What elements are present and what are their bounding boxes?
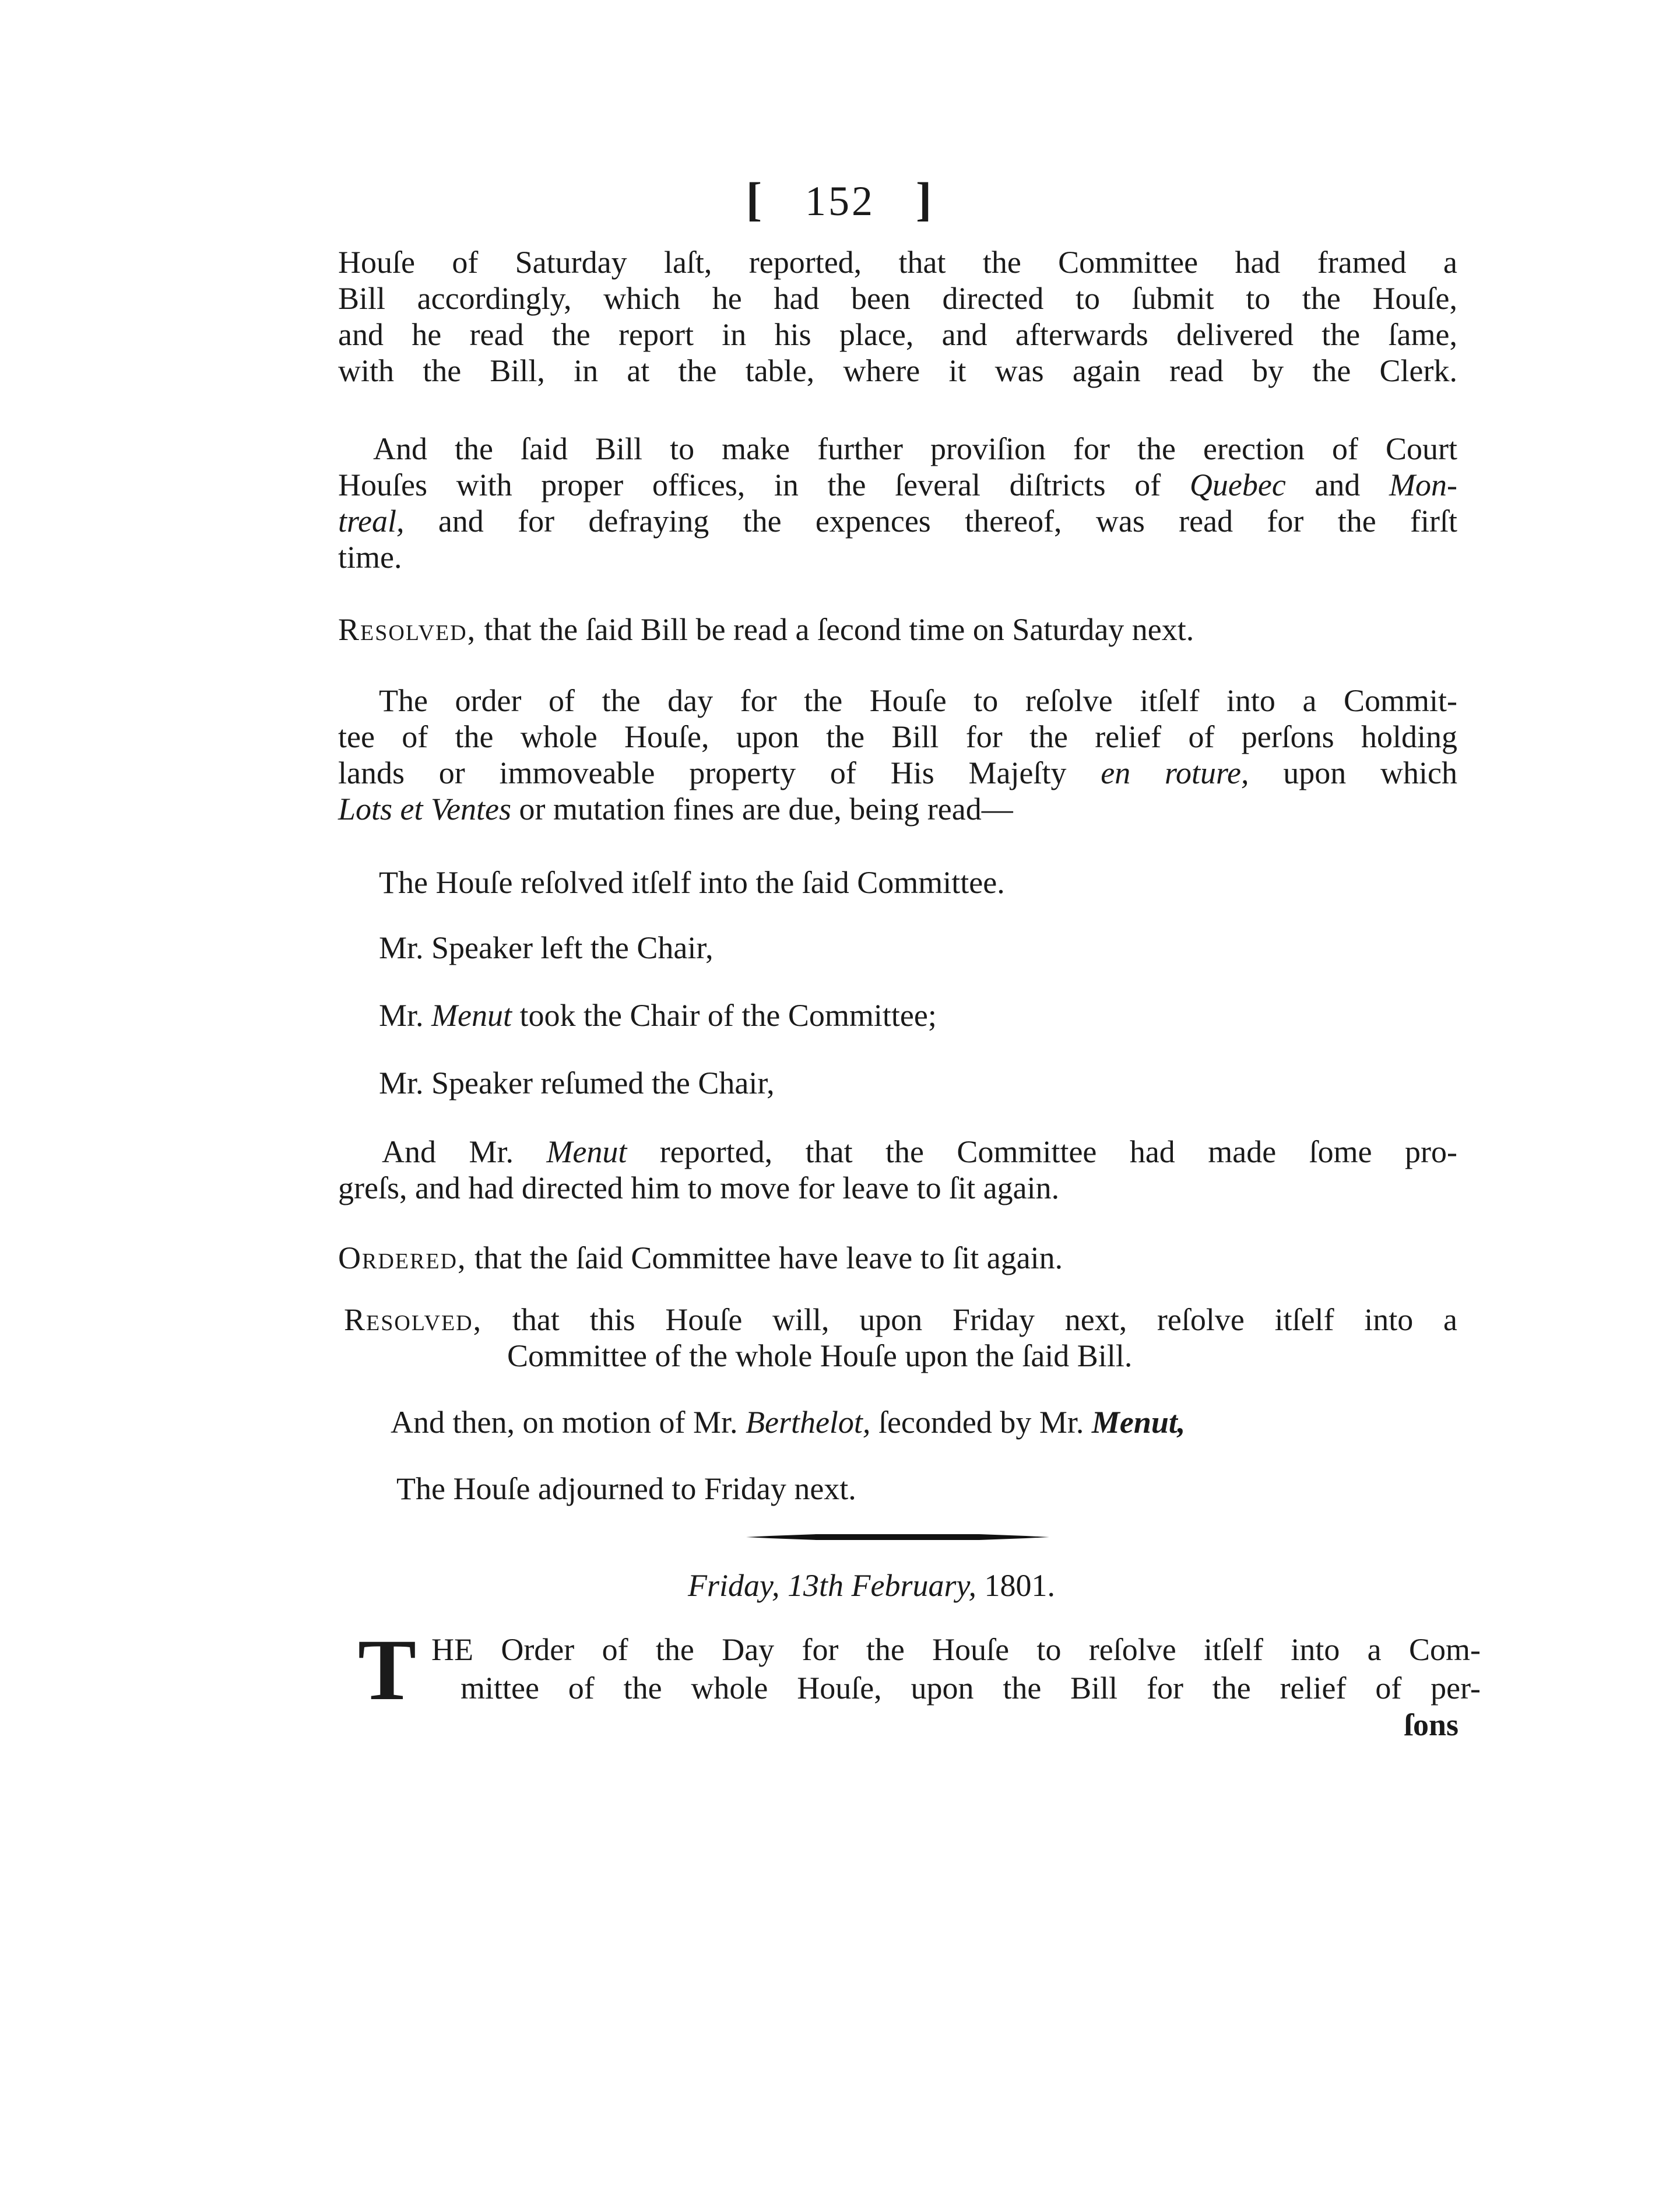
name-menut-2: Menut <box>546 1134 627 1169</box>
term-en-roture: en roture, <box>1101 755 1249 790</box>
para3-line1: The order of the day for the Houſe to reſolve itſelf into a Commit- <box>379 683 1457 718</box>
resolved2-line1 <box>344 1302 1457 1337</box>
page-number: 152 <box>805 178 875 224</box>
para2-line3-text: and for defraying the expences thereof, was read for the firſt <box>404 504 1457 539</box>
bracket-open: [ <box>746 173 764 226</box>
adjourn-line1-mid: ſeconded by Mr. <box>870 1405 1092 1440</box>
resolved2-label: Resolved, <box>344 1302 483 1337</box>
adjourn-line1 <box>391 1405 1185 1440</box>
resolved2-line2: Committee of the whole Houſe upon the ſaid Bill. <box>507 1338 1133 1373</box>
name-berthelot: Berthelot, <box>745 1405 871 1440</box>
para1-line1: Houſe of Saturday laſt, reported, that the Committee had framed a <box>338 245 1457 280</box>
committee-line1: The Houſe reſolved itſelf into the ſaid Committee. <box>379 865 1005 900</box>
committee-line3-text: took the Chair of the Committee; <box>511 998 937 1033</box>
ordered-label: Ordered, <box>338 1240 467 1275</box>
resolved1-line <box>338 612 1194 647</box>
term-lots-et-ventes: Lots et Ventes <box>338 792 511 827</box>
date-year: 1801. <box>976 1568 1055 1603</box>
resolved2-text1: that this Houſe will, upon Friday next, reſolve itſelf into a <box>482 1302 1457 1337</box>
para3-line4 <box>338 792 1013 827</box>
page-header <box>0 172 1680 227</box>
catchword: ſons <box>1404 1707 1458 1742</box>
adjourn-line1-start: And then, on motion of Mr. <box>391 1405 746 1440</box>
para2-line4: time. <box>338 540 402 575</box>
para3-line2: tee of the whole Houſe, upon the Bill for the relief of perſons holding <box>338 719 1457 754</box>
para2-line2 <box>338 467 1457 502</box>
committee-line2: Mr. Speaker left the Chair, <box>379 930 714 965</box>
para4-line1-start: And Mr. <box>382 1134 547 1169</box>
date-day: Friday, <box>688 1568 780 1603</box>
resolved-label: Resolved, <box>338 612 477 647</box>
name-menut: Menut <box>431 998 512 1033</box>
place-montreal-start: Mon- <box>1389 467 1458 502</box>
date-rest: 13th February, <box>779 1568 976 1603</box>
mr-prefix: Mr. <box>379 998 432 1033</box>
para2-line3 <box>338 504 1457 539</box>
para1-line4: with the Bill, in at the table, where it was again read by the Clerk. <box>338 353 1457 388</box>
committee-line4: Mr. Speaker reſumed the Chair, <box>379 1066 775 1100</box>
committee-line3 <box>379 998 937 1033</box>
para1-line3: and he read the report in his place, and afterwards delivered the ſame, <box>338 317 1457 352</box>
adjourn-line2: The Houſe adjourned to Friday next. <box>396 1471 856 1506</box>
para4-line1 <box>382 1134 1457 1169</box>
ordered-text: that the ſaid Committee have leave to ſit again. <box>466 1240 1063 1275</box>
name-menut-3: Menut, <box>1091 1405 1186 1440</box>
drop-cap: T <box>358 1622 417 1718</box>
para4-line2: greſs, and had directed him to move for leave to ſit again. <box>338 1170 1060 1205</box>
place-quebec: Quebec <box>1189 467 1286 502</box>
para2-line2-and: and <box>1285 467 1390 502</box>
para3-line3-end: upon which <box>1249 755 1458 790</box>
para3-line3-text: lands or immoveable property of His Majeſty <box>338 755 1101 790</box>
para2-line1: And the ſaid Bill to make further proviſion for the erection of Court <box>373 431 1457 466</box>
section-rule <box>746 1533 1049 1541</box>
para1-line2: Bill accordingly, which he had been directed to ſubmit to the Houſe, <box>338 281 1457 316</box>
resolved1-text: that the ſaid Bill be read a ſecond time on Saturday next. <box>476 612 1194 647</box>
bracket-close: ] <box>916 173 934 226</box>
date-line <box>688 1568 1055 1603</box>
para3-line3 <box>338 755 1457 790</box>
para4-line1-text: reported, that the Committee had made ſome pro- <box>627 1134 1457 1169</box>
para2-line2-text: Houſes with proper offices, in the ſeveral diſtricts of <box>338 467 1190 502</box>
ordered-line <box>338 1240 1063 1275</box>
final-line2: mittee of the whole Houſe, upon the Bill for the relief of per- <box>461 1671 1481 1706</box>
para3-line4-text: or mutation fines are due, being read— <box>511 792 1013 827</box>
place-montreal-end: treal, <box>338 504 405 539</box>
final-line1: HE Order of the Day for the Houſe to reſolve itſelf into a Com- <box>431 1632 1481 1667</box>
